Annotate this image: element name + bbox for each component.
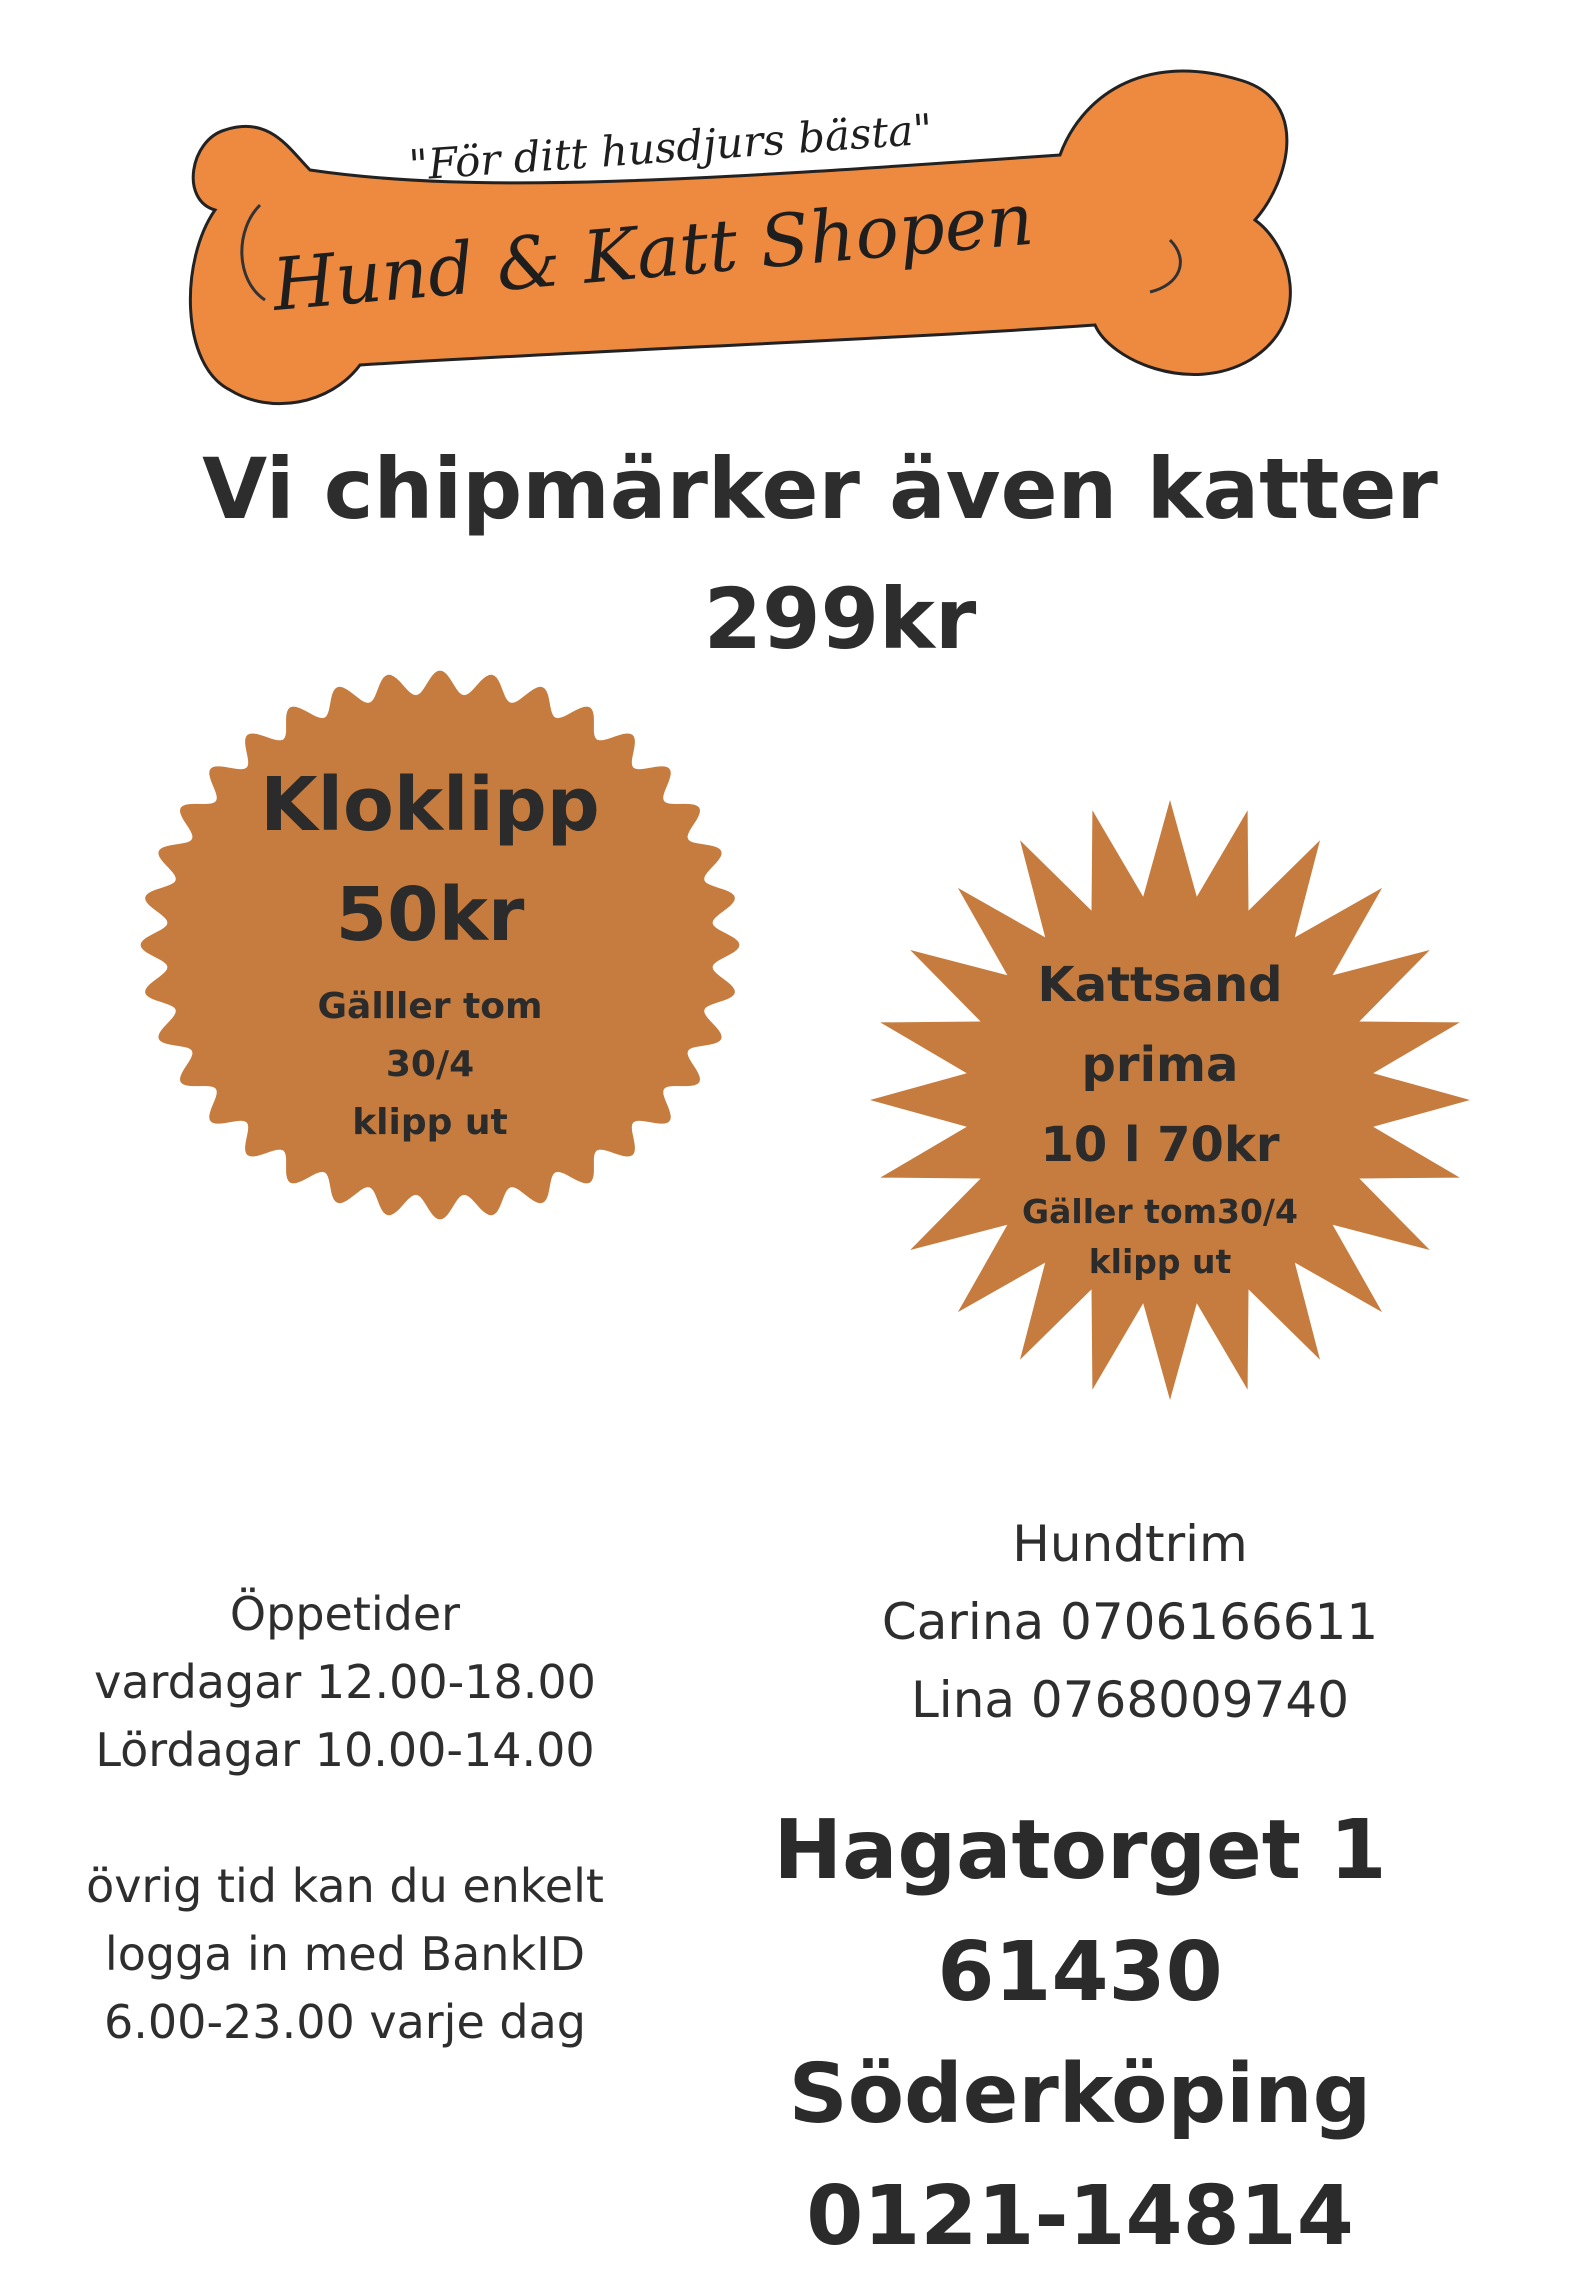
trim-contact: Lina 0768009740 xyxy=(910,1671,1350,1729)
trim-title: Hundtrim xyxy=(1012,1515,1248,1573)
headline: Vi chipmärker även katter xyxy=(202,440,1438,538)
shop-address xyxy=(650,1790,1510,2278)
spacer xyxy=(60,1784,630,1852)
kloklipp-note-line: 30/4 xyxy=(385,1044,475,1085)
kloklipp-note-line: Gälller tom xyxy=(317,986,543,1027)
hours-weekdays: vardagar 12.00-18.00 xyxy=(94,1655,596,1709)
hours-other-line: 6.00-23.00 varje dag xyxy=(104,1995,586,2049)
kattsand-note-line: Gäller tom30/4 xyxy=(1022,1192,1298,1231)
kattsand-note xyxy=(900,1187,1420,1287)
opening-hours xyxy=(60,1580,630,2056)
kattsand-note-line: klipp ut xyxy=(1088,1242,1232,1281)
kloklipp-note-line: klipp ut xyxy=(352,1102,508,1143)
hours-other-line: logga in med BankID xyxy=(104,1927,586,1981)
address-street: Hagatorget 1 xyxy=(773,1803,1387,1898)
kloklipp-price: 50kr xyxy=(335,872,525,958)
hours-title: Öppetider xyxy=(229,1587,461,1641)
logo-tagline: "För ditt husdjurs bästa" xyxy=(407,104,935,190)
kattsand-line: 10 l 70kr xyxy=(1040,1117,1280,1173)
logo-name: Hund & Katt Shopen xyxy=(269,176,1037,327)
address-city: 61430 Söderköping xyxy=(788,1925,1372,2142)
trim-contact: Carina 0706166611 xyxy=(881,1593,1379,1651)
kloklipp-text xyxy=(180,750,680,1152)
dog-trim-contacts xyxy=(820,1505,1440,1739)
kattsand-line: prima xyxy=(1081,1037,1239,1093)
address-phone: 0121-14814 xyxy=(806,2169,1354,2264)
kattsand-line: Kattsand xyxy=(1037,957,1283,1013)
hours-saturday: Lördagar 10.00-14.00 xyxy=(95,1723,595,1777)
shop-logo xyxy=(180,60,1320,430)
kattsand-title xyxy=(900,945,1420,1185)
kloklipp-title: Kloklipp xyxy=(260,762,600,848)
kattsand-text xyxy=(900,945,1420,1287)
kloklipp-note xyxy=(180,978,680,1152)
headline-price: 299kr xyxy=(703,570,977,668)
hours-other-line: övrig tid kan du enkelt xyxy=(86,1859,604,1913)
